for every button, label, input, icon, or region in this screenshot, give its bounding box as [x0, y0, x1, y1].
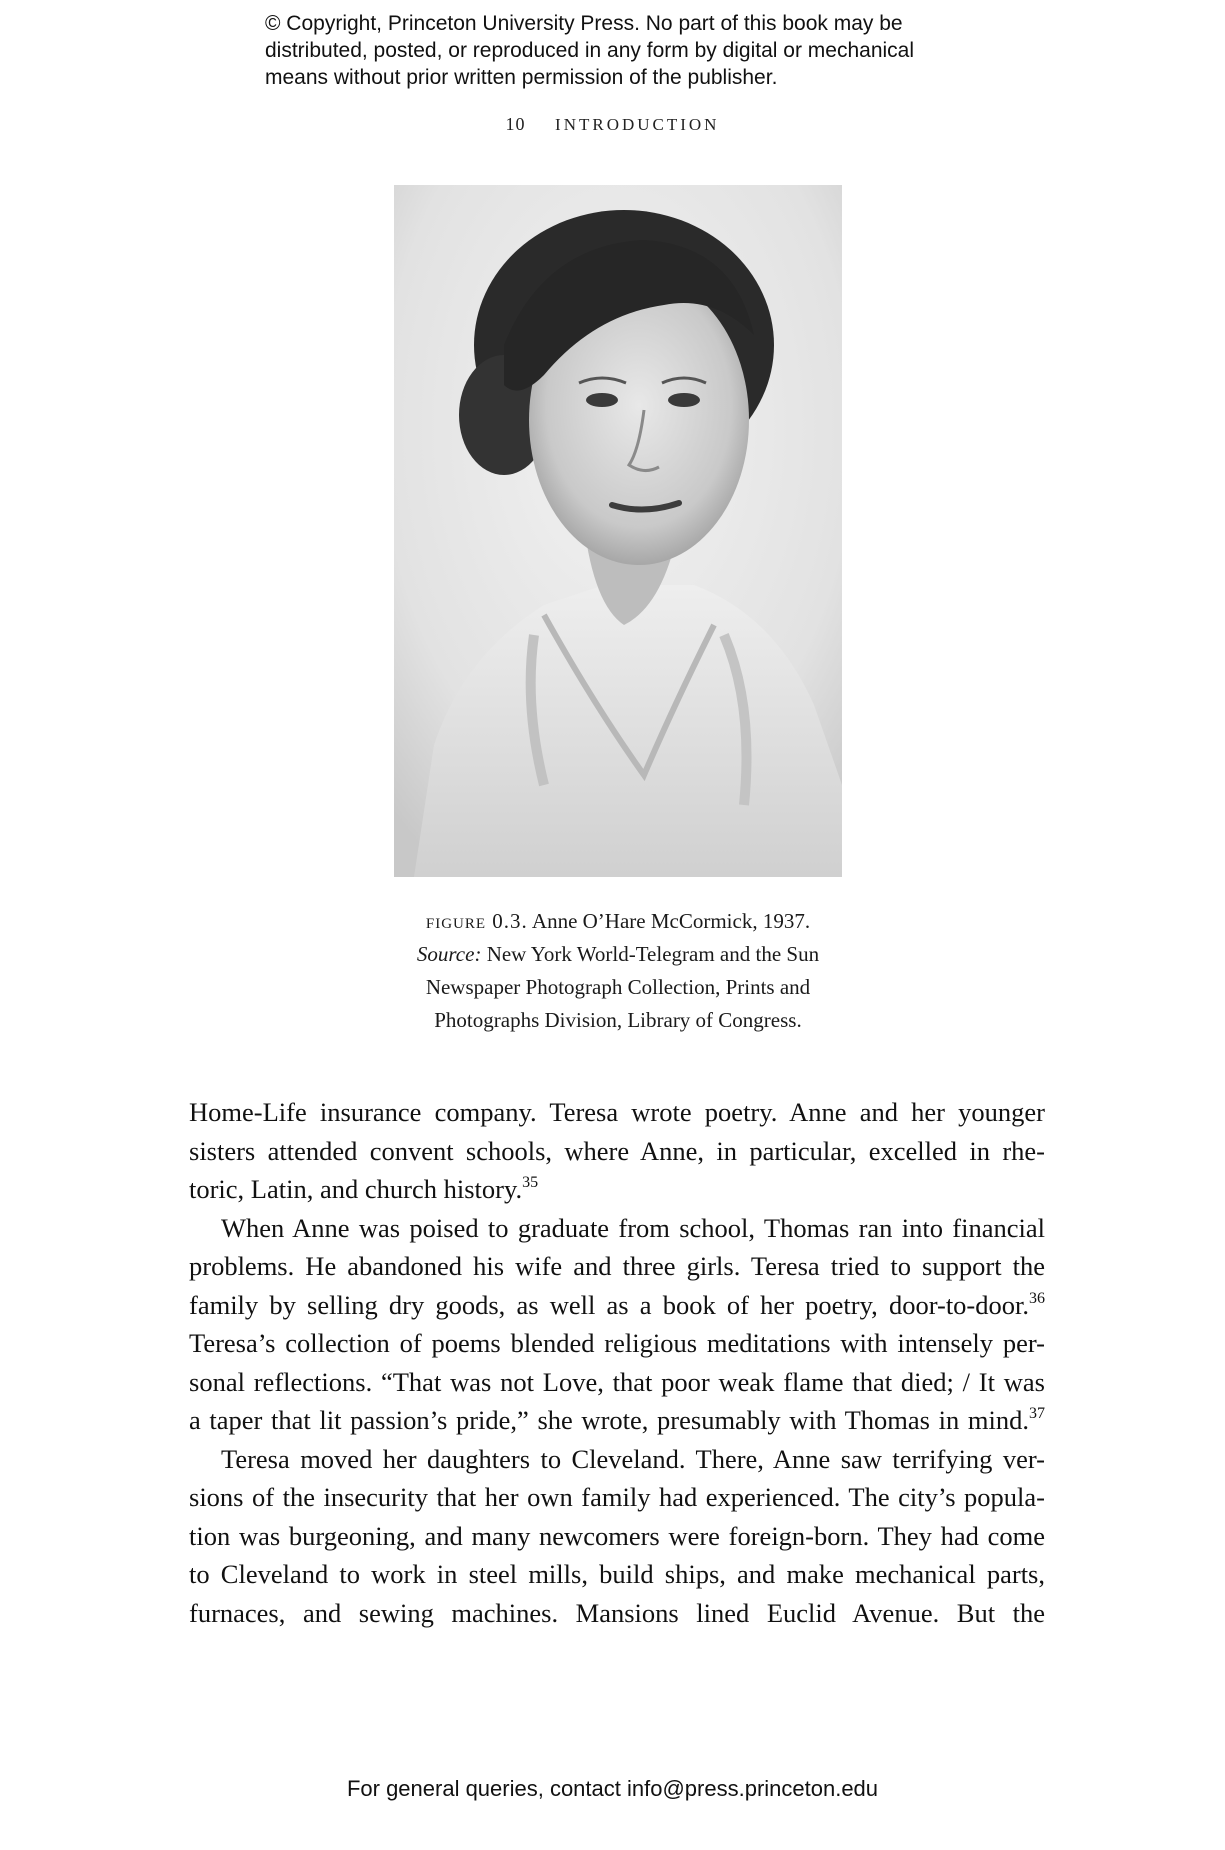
text-line: a taper that lit passion’s pride,” she wrote, presumably with Thomas in mind.$^{37}$: [189, 1405, 1045, 1435]
copyright-line: distributed, posted, or reproduced in any form by digital or mechanical: [265, 39, 915, 62]
text-line: to Cleveland to work in steel mills, build ships, and make mechanical parts,: [189, 1559, 1045, 1589]
copyright-line: means without prior written permission of the publisher.: [265, 66, 778, 89]
text-line: family by selling dry goods, as well as a book of her poetry, door-to-door.$^{36}$: [189, 1289, 1045, 1320]
source-text: Photographs Division, Library of Congress.: [434, 1008, 802, 1032]
text-line: furnaces, and sewing machines. Mansions lined Euclid Avenue. But the: [189, 1597, 1045, 1628]
source-text: Newspaper Photograph Collection, Prints and: [425, 975, 811, 999]
text-line: tion was burgeoning, and many newcomers were foreign-born. They had come: [189, 1520, 1045, 1551]
text-line: Home-Life insurance company. Teresa wrote poetry. Anne and her younger: [189, 1097, 1045, 1127]
source-label: Source:: [416, 942, 482, 966]
figure-label: figure 0.3.: [425, 909, 528, 933]
page-number: 10: [505, 114, 526, 134]
running-head: [0, 114, 1225, 135]
footer-contact: For general queries, contact info@press.princeton.edu: [346, 1776, 879, 1801]
footnote-ref[interactable]: 36: [1029, 1289, 1045, 1307]
chapter-title: INTRODUCTION: [555, 115, 720, 134]
text-line: Teresa’s collection of poems blended religious meditations with intensely per-: [189, 1328, 1045, 1358]
figure-title: Anne O’Hare McCormick, 1937.: [531, 909, 811, 933]
body-text: [189, 1093, 1045, 1632]
footnote-ref[interactable]: 37: [1029, 1405, 1045, 1422]
text-line: sonal reflections. “That was not Love, that poor weak flame that died; / It was: [189, 1366, 1045, 1397]
text-line: toric, Latin, and church history.$^{35}$: [189, 1174, 539, 1204]
figure-caption: [300, 905, 936, 1037]
copyright-line: © Copyright, Princeton University Press. No part of this book may be: [265, 12, 903, 35]
portrait-photo: [394, 185, 842, 877]
text-line: problems. He abandoned his wife and three girls. Teresa tried to support the: [189, 1251, 1045, 1281]
footnote-ref[interactable]: 35: [522, 1174, 539, 1191]
text-line: Teresa moved her daughters to Cleveland. There, Anne saw terrifying ver-: [221, 1443, 1045, 1474]
text-line: When Anne was poised to graduate from school, Thomas ran into financial: [221, 1212, 1045, 1243]
source-text: New York World-Telegram and the Sun: [486, 942, 820, 966]
text-line: sions of the insecurity that her own family had experienced. The city’s popula-: [189, 1482, 1045, 1512]
text-line: sisters attended convent schools, where Anne, in particular, excelled in rhe-: [189, 1135, 1045, 1166]
copyright-notice: [265, 10, 1005, 91]
